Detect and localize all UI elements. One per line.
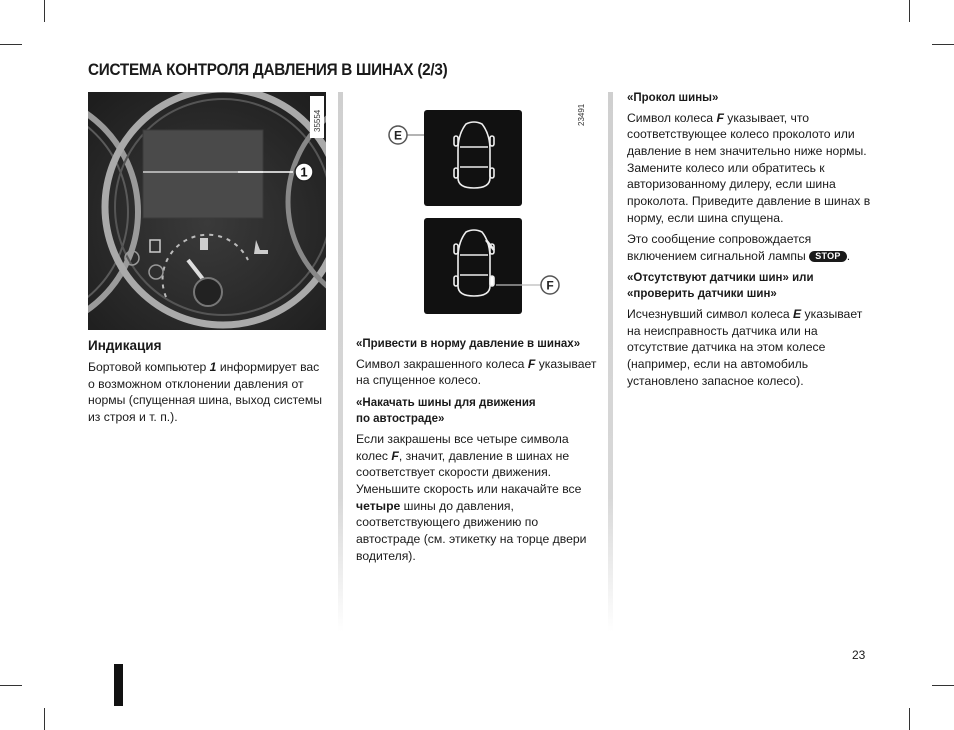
text: . [846, 249, 851, 264]
text: Символ закрашенного колеса [356, 356, 528, 371]
text: шины до давления, соответствующего движению по автостраде (см. этикетку на торце двери водителя). [356, 498, 587, 563]
crop-mark [0, 44, 22, 45]
text: Бортовой компьютер [88, 360, 210, 374]
text: Исчезнувший символ колеса [627, 306, 793, 321]
left-column [88, 338, 328, 426]
body-text [356, 431, 602, 565]
text: указывает на неисправность датчика или на отсутствие датчика на этом колесе (например, если на автомобиль установлено запасное колесо). [627, 306, 863, 388]
tpms-diagram [356, 92, 596, 330]
thumb-index-mark [114, 664, 123, 706]
heading-line: «проверить датчики шин» [627, 288, 777, 301]
text: Символ колеса [627, 110, 717, 125]
subsection-heading: «Прокол шины» [627, 92, 719, 104]
text: Это сообщение сопровождается включением сигнальной лампы [627, 232, 812, 264]
instrument-cluster-figure [88, 92, 326, 330]
emphasis: четыре [356, 498, 401, 513]
instrument-cluster-illustration [88, 92, 326, 330]
heading-line: по автостраде» [356, 413, 445, 426]
body-text [627, 110, 873, 227]
reference-number: 1 [209, 360, 217, 374]
figure-ref-number: 23491 [577, 103, 586, 126]
subsection-heading [356, 395, 602, 428]
reference-letter: F [527, 356, 536, 371]
right-column [627, 90, 873, 389]
fuel-icon [200, 238, 208, 250]
subsection-heading [627, 270, 873, 303]
page-number: 23 [852, 648, 866, 662]
heading-line: «Накачать шины для движения [356, 396, 536, 409]
callout-1-label: 1 [300, 164, 308, 180]
column-divider [338, 92, 343, 632]
body-text [356, 356, 602, 389]
tpms-diagram-figure [356, 92, 596, 330]
text: Если закрашены все четыре символа колес [356, 431, 569, 463]
indication-text [88, 359, 328, 426]
crop-mark [932, 44, 954, 45]
body-text [627, 231, 873, 264]
label-f: F [546, 278, 554, 293]
crop-mark [932, 685, 954, 686]
section-heading: Индикация [88, 338, 162, 353]
middle-column [356, 336, 602, 565]
subsection-heading: «Привести в норму давление в шинах» [356, 338, 581, 350]
crop-mark [909, 0, 910, 22]
stop-lamp-icon: STOP [809, 251, 847, 262]
crop-mark [44, 0, 45, 22]
page-title: СИСТЕМА КОНТРОЛЯ ДАВЛЕНИЯ В ШИНАХ (2/3) [88, 60, 448, 79]
text: указывает на спущенное колесо. [356, 356, 597, 388]
text: информирует вас о возможном отклонении давления от нормы (спущенная шина, выход системы из строя и т. п.). [88, 360, 322, 425]
text: , значит, давление в шинах не соответствует скорости движения. Уменьшите скорость или накачайте все [356, 448, 582, 497]
reference-letter: F [716, 110, 724, 125]
crop-mark [909, 708, 910, 730]
reference-letter: F [391, 448, 399, 463]
crop-mark [44, 708, 45, 730]
heading-line: «Отсутствуют датчики шин» или [627, 271, 814, 284]
reference-letter: E [793, 306, 802, 321]
label-e: E [393, 128, 403, 143]
text: указывает, что соответствующее колесо проколото или давление в нем значительно ниже нормы. Замените колесо или обратитесь к авторизованному дилеру, если шина проколота. Приведите давление в шинах в норму, если шина спущена. [627, 110, 871, 225]
crop-mark [0, 685, 22, 686]
body-text [627, 306, 873, 390]
column-divider [608, 92, 613, 632]
figure-ref-number: 35554 [313, 109, 322, 132]
